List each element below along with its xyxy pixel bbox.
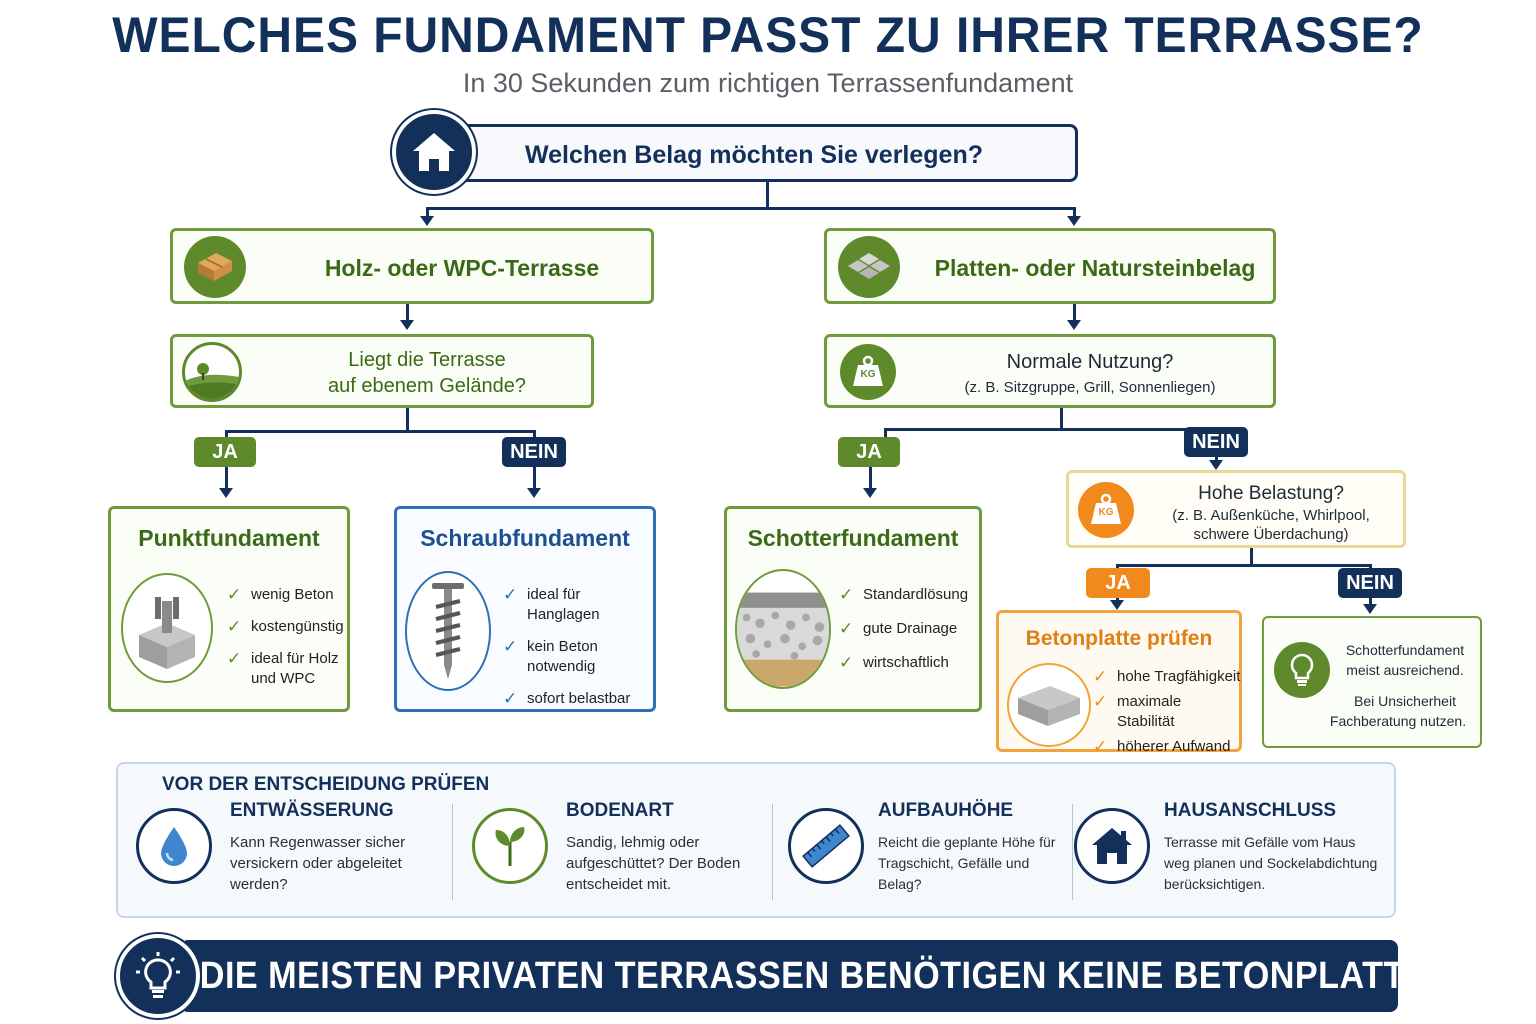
- point-foundation-icon: [121, 573, 213, 683]
- normal-use-yes-badge: JA: [838, 437, 900, 467]
- normal-use-sub: (z. B. Sitzgruppe, Grill, Sonnenliegen): [964, 379, 1216, 396]
- footer-lightbulb-icon: [116, 934, 200, 1018]
- schotterfundament-card: [724, 506, 982, 712]
- list-item: ✓ maximale Stabilität: [1093, 692, 1182, 730]
- list-item: ✓ wirtschaftlich: [839, 653, 949, 672]
- terrain-question-line1: Liegt die Terrasse: [348, 349, 506, 371]
- check-item-height: AUFBAUHÖHE Reicht die geplante Höhe für Tragschicht, Gefälle und Belag?: [878, 800, 1056, 892]
- list-item: ✓ Standardlösung: [839, 585, 969, 604]
- weight-icon: [840, 344, 896, 400]
- punktfundament-card: [108, 506, 350, 712]
- list-item: ✓ kostengünstig: [227, 617, 344, 636]
- normal-use-no-badge: NEIN: [1184, 427, 1248, 457]
- check-item-soil: BODENART Sandig, lehmig oder aufgeschüttet? Der Boden entscheidet mit.: [566, 800, 741, 893]
- wood-planks-icon: [184, 236, 246, 298]
- schotterfundament-list: [839, 585, 979, 685]
- schotter-tip-card: [1262, 616, 1482, 748]
- checks-heading: VOR DER ENTSCHEIDUNG PRÜFEN: [162, 774, 490, 795]
- list-item: ✓ gute Drainage: [839, 619, 958, 638]
- wood-branch-title: Holz- oder WPC-Terrasse: [324, 255, 600, 281]
- page-subtitle: In 30 Sekunden zum richtigen Terrassenfundament: [462, 68, 1074, 98]
- stone-tiles-icon: [838, 236, 900, 298]
- house-icon: [392, 110, 476, 194]
- schraubfundament-card: [394, 506, 656, 712]
- ruler-icon: [788, 808, 864, 884]
- heavy-yes-badge: JA: [1086, 568, 1150, 598]
- root-question-text: Welchen Belag möchten Sie verlegen?: [524, 141, 983, 169]
- heavy-load-sub2: schwere Überdachung): [1193, 526, 1349, 543]
- list-item: ✓ wenig Beton: [227, 585, 334, 604]
- betonplatte-title: Betonplatte prüfen: [1025, 627, 1213, 650]
- heavy-load-sub1: (z. B. Außenküche, Whirlpool,: [1172, 507, 1370, 524]
- list-item: ✓ kein Beton: [503, 637, 598, 656]
- heavy-weight-label: KG: [1098, 507, 1114, 518]
- page-title: WELCHES FUNDAMENT PASST ZU IHRER TERRASSE?: [112, 7, 1424, 63]
- normal-use-question: Normale Nutzung?: [1006, 351, 1174, 373]
- list-item: ✓ hohe Tragfähigkeit: [1093, 667, 1241, 686]
- list-item: ✓ höherer Aufwand: [1093, 737, 1231, 756]
- concrete-slab-icon: [1007, 663, 1091, 747]
- weight-label: KG: [860, 369, 876, 380]
- tip-line1: Schotterfundament: [1345, 642, 1465, 658]
- check-item-house: HAUSANSCHLUSS Terrasse mit Gefälle vom Haus weg planen und Sockelabdichtung berücksichtigen.: [1164, 800, 1378, 892]
- tip-line3: Bei Unsicherheit: [1354, 693, 1456, 709]
- heavy-no-badge: NEIN: [1338, 568, 1402, 598]
- list-item: und WPC: [251, 670, 316, 687]
- heavy-load-question: Hohe Belastung?: [1198, 483, 1344, 504]
- terrain-question-line2: auf ebenem Gelände?: [328, 375, 526, 397]
- schotterfundament-title: Schotterfundament: [747, 525, 959, 551]
- check-item-drainage: ENTWÄSSERUNG Kann Regenwasser sicher versickern oder abgeleitet werden?: [230, 800, 406, 893]
- tip-line4: Fachberatung nutzen.: [1329, 713, 1467, 729]
- tip-line2: meist ausreichend.: [1346, 662, 1464, 678]
- schraubfundament-title: Schraubfundament: [420, 525, 630, 551]
- list-item: ✓ ideal für Hanglagen: [503, 585, 600, 623]
- gravel-layers-icon: [735, 569, 831, 689]
- list-item: ✓ ideal für Holz: [227, 649, 339, 668]
- terrain-yes-badge: JA: [194, 437, 256, 467]
- schraubfundament-list: [503, 585, 653, 721]
- punktfundament-title: Punktfundament: [138, 525, 320, 551]
- water-drop-icon: [136, 808, 212, 884]
- list-item: ✓ sofort belastbar: [503, 689, 631, 708]
- ground-screw-icon: [405, 571, 491, 691]
- betonplatte-list: [1093, 667, 1241, 769]
- betonplatte-card: [996, 610, 1242, 756]
- stone-branch-title: Platten- oder Natursteinbelag: [934, 255, 1256, 281]
- footer-text: DIE MEISTEN PRIVATEN TERRASSEN BENÖTIGEN KEINE BETONPLATTE.: [199, 954, 1439, 997]
- landscape-icon: [182, 342, 242, 402]
- lightbulb-icon: [1274, 642, 1330, 698]
- punktfundament-list: [227, 585, 351, 701]
- plant-icon: [472, 808, 548, 884]
- footer-banner: [180, 940, 1439, 1012]
- terrain-no-badge: NEIN: [502, 437, 566, 467]
- root-question-box: [430, 124, 1078, 182]
- list-item: notwendig: [527, 658, 596, 675]
- house-connection-icon: [1074, 808, 1150, 884]
- heavy-weight-icon: [1078, 482, 1134, 538]
